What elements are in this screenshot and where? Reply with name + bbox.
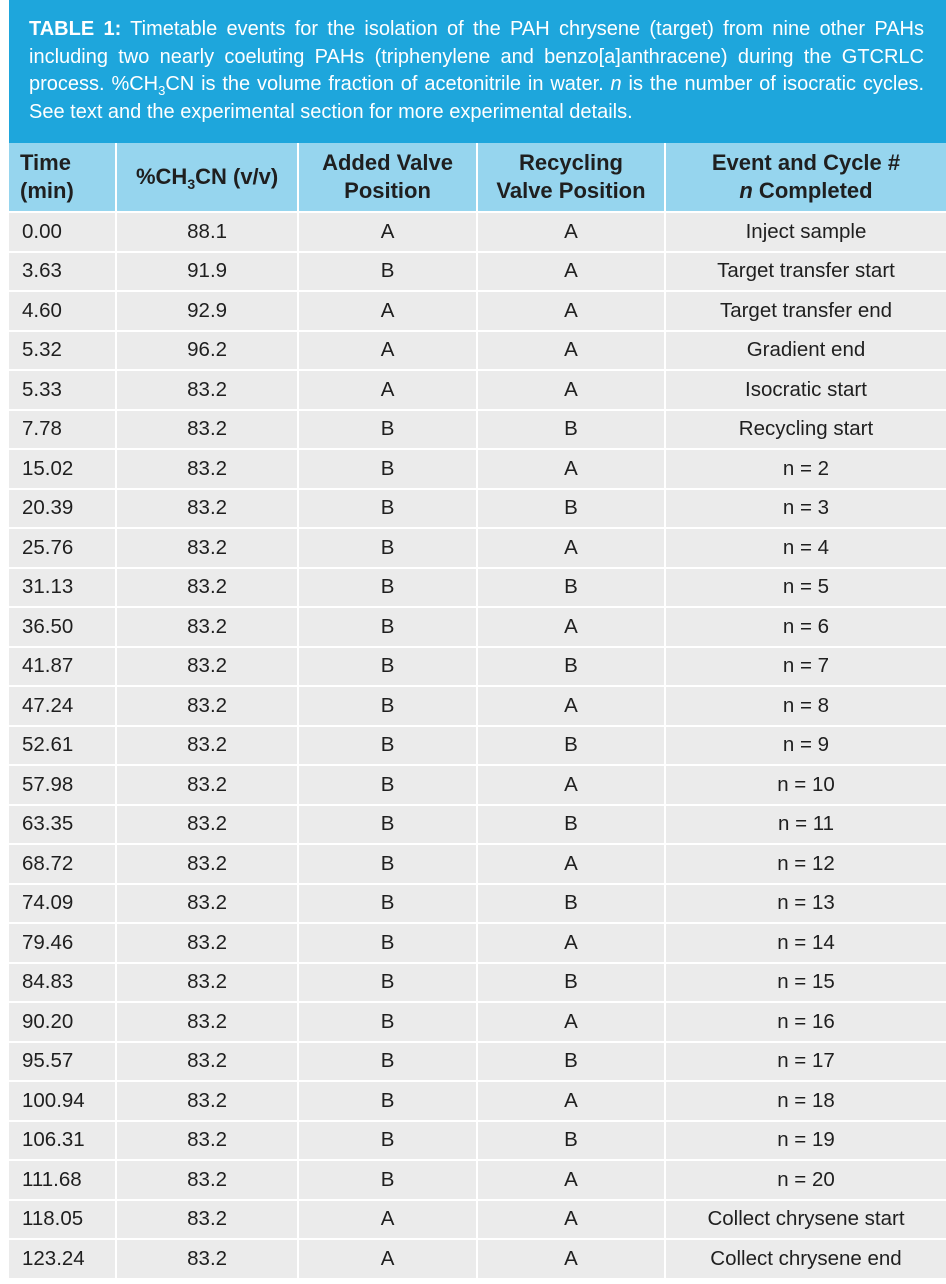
added-valve-cell: B bbox=[298, 1002, 477, 1042]
time-cell: 41.87 bbox=[9, 647, 116, 687]
table-row bbox=[9, 1081, 946, 1121]
event-cell: n = 10 bbox=[665, 765, 946, 805]
added-valve-cell: B bbox=[298, 1121, 477, 1161]
time-cell: 47.24 bbox=[9, 686, 116, 726]
acetonitrile-cell: 83.2 bbox=[116, 1081, 298, 1121]
event-cell: Target transfer start bbox=[665, 252, 946, 292]
event-cell: n = 13 bbox=[665, 884, 946, 924]
event-cell: n = 7 bbox=[665, 647, 946, 687]
time-cell: 0.00 bbox=[9, 212, 116, 252]
recycling-valve-cell: B bbox=[477, 1121, 665, 1161]
added-valve-cell: B bbox=[298, 1042, 477, 1082]
recycling-valve-cell: A bbox=[477, 1081, 665, 1121]
table-row bbox=[9, 1042, 946, 1082]
recycling-valve-cell: B bbox=[477, 647, 665, 687]
recycling-valve-cell: A bbox=[477, 449, 665, 489]
event-cell: n = 3 bbox=[665, 489, 946, 529]
recycling-valve-cell: A bbox=[477, 607, 665, 647]
table-row bbox=[9, 252, 946, 292]
time-cell: 15.02 bbox=[9, 449, 116, 489]
time-cell: 111.68 bbox=[9, 1160, 116, 1200]
time-cell: 25.76 bbox=[9, 528, 116, 568]
added-valve-cell: B bbox=[298, 765, 477, 805]
caption-text-3: is the number of isocratic cycles. See text and the experimental section for more experimental details. bbox=[29, 73, 924, 123]
header-recycling-valve: Recycling Valve Position bbox=[477, 143, 665, 212]
acetonitrile-cell: 83.2 bbox=[116, 726, 298, 766]
time-cell: 52.61 bbox=[9, 726, 116, 766]
table-row bbox=[9, 1002, 946, 1042]
table-row bbox=[9, 1200, 946, 1240]
acetonitrile-cell: 83.2 bbox=[116, 1042, 298, 1082]
event-cell: n = 2 bbox=[665, 449, 946, 489]
time-cell: 20.39 bbox=[9, 489, 116, 529]
caption-text-2: CN is the volume fraction of acetonitrile in water. bbox=[165, 73, 611, 95]
table-header bbox=[9, 143, 946, 212]
recycling-valve-cell: A bbox=[477, 331, 665, 371]
table-row bbox=[9, 765, 946, 805]
recycling-valve-cell: A bbox=[477, 252, 665, 292]
time-cell: 74.09 bbox=[9, 884, 116, 924]
time-cell: 7.78 bbox=[9, 410, 116, 450]
added-valve-cell: B bbox=[298, 963, 477, 1003]
table-row bbox=[9, 410, 946, 450]
time-cell: 5.33 bbox=[9, 370, 116, 410]
caption-text: Timetable events for the isolation of the PAH chrysene (target) from nine other PAHs including two nearly coeluting PAHs (triphenylene and benzo[a]anthracene) during the GTCRLC process. %CH bbox=[29, 18, 924, 95]
table-figure bbox=[9, 0, 946, 1280]
recycling-valve-cell: A bbox=[477, 923, 665, 963]
time-cell: 79.46 bbox=[9, 923, 116, 963]
event-cell: Target transfer end bbox=[665, 291, 946, 331]
recycling-valve-cell: B bbox=[477, 963, 665, 1003]
event-cell: n = 8 bbox=[665, 686, 946, 726]
recycling-valve-cell: A bbox=[477, 1002, 665, 1042]
added-valve-cell: B bbox=[298, 528, 477, 568]
added-valve-cell: B bbox=[298, 410, 477, 450]
added-valve-cell: B bbox=[298, 568, 477, 608]
added-valve-cell: B bbox=[298, 726, 477, 766]
caption-italic-n: n bbox=[610, 73, 622, 95]
table-row bbox=[9, 884, 946, 924]
table-row bbox=[9, 291, 946, 331]
event-cell: Collect chrysene start bbox=[665, 1200, 946, 1240]
added-valve-cell: B bbox=[298, 489, 477, 529]
acetonitrile-cell: 83.2 bbox=[116, 765, 298, 805]
event-cell: n = 12 bbox=[665, 844, 946, 884]
table-row bbox=[9, 686, 946, 726]
acetonitrile-cell: 92.9 bbox=[116, 291, 298, 331]
recycling-valve-cell: B bbox=[477, 805, 665, 845]
acetonitrile-cell: 83.2 bbox=[116, 1160, 298, 1200]
added-valve-cell: B bbox=[298, 923, 477, 963]
recycling-valve-cell: B bbox=[477, 410, 665, 450]
recycling-valve-cell: B bbox=[477, 884, 665, 924]
event-cell: n = 18 bbox=[665, 1081, 946, 1121]
event-cell: n = 11 bbox=[665, 805, 946, 845]
acetonitrile-cell: 83.2 bbox=[116, 1200, 298, 1240]
table-body bbox=[9, 212, 946, 1279]
table-row bbox=[9, 1160, 946, 1200]
acetonitrile-cell: 83.2 bbox=[116, 1239, 298, 1279]
acetonitrile-cell: 83.2 bbox=[116, 449, 298, 489]
event-cell: Recycling start bbox=[665, 410, 946, 450]
table-caption bbox=[9, 0, 946, 143]
table-row bbox=[9, 647, 946, 687]
acetonitrile-cell: 88.1 bbox=[116, 212, 298, 252]
recycling-valve-cell: A bbox=[477, 844, 665, 884]
table-row bbox=[9, 1121, 946, 1161]
added-valve-cell: A bbox=[298, 1200, 477, 1240]
time-cell: 63.35 bbox=[9, 805, 116, 845]
acetonitrile-cell: 83.2 bbox=[116, 884, 298, 924]
header-acetonitrile: $\%CH_3CN$ (v/v) bbox=[116, 143, 298, 212]
time-cell: 118.05 bbox=[9, 1200, 116, 1240]
acetonitrile-cell: 83.2 bbox=[116, 410, 298, 450]
time-cell: 84.83 bbox=[9, 963, 116, 1003]
acetonitrile-cell: 96.2 bbox=[116, 331, 298, 371]
time-cell: 123.24 bbox=[9, 1239, 116, 1279]
time-cell: 31.13 bbox=[9, 568, 116, 608]
table-row bbox=[9, 449, 946, 489]
event-cell: n = 20 bbox=[665, 1160, 946, 1200]
event-cell: n = 19 bbox=[665, 1121, 946, 1161]
event-cell: n = 9 bbox=[665, 726, 946, 766]
recycling-valve-cell: B bbox=[477, 568, 665, 608]
table-row bbox=[9, 805, 946, 845]
table-row bbox=[9, 489, 946, 529]
time-cell: 4.60 bbox=[9, 291, 116, 331]
recycling-valve-cell: B bbox=[477, 1042, 665, 1082]
added-valve-cell: A bbox=[298, 331, 477, 371]
recycling-valve-cell: A bbox=[477, 686, 665, 726]
table-row bbox=[9, 568, 946, 608]
event-cell: n = 16 bbox=[665, 1002, 946, 1042]
acetonitrile-cell: 83.2 bbox=[116, 370, 298, 410]
recycling-valve-cell: A bbox=[477, 291, 665, 331]
time-cell: 57.98 bbox=[9, 765, 116, 805]
acetonitrile-cell: 83.2 bbox=[116, 1002, 298, 1042]
recycling-valve-cell: B bbox=[477, 726, 665, 766]
recycling-valve-cell: A bbox=[477, 370, 665, 410]
acetonitrile-cell: 83.2 bbox=[116, 805, 298, 845]
event-cell: n = 5 bbox=[665, 568, 946, 608]
added-valve-cell: B bbox=[298, 1081, 477, 1121]
timetable bbox=[9, 143, 946, 1280]
time-cell: 68.72 bbox=[9, 844, 116, 884]
event-cell: n = 6 bbox=[665, 607, 946, 647]
event-cell: n = 15 bbox=[665, 963, 946, 1003]
time-cell: 95.57 bbox=[9, 1042, 116, 1082]
time-cell: 106.31 bbox=[9, 1121, 116, 1161]
added-valve-cell: A bbox=[298, 212, 477, 252]
added-valve-cell: A bbox=[298, 370, 477, 410]
time-cell: 3.63 bbox=[9, 252, 116, 292]
acetonitrile-cell: 83.2 bbox=[116, 647, 298, 687]
acetonitrile-cell: 83.2 bbox=[116, 686, 298, 726]
acetonitrile-cell: 83.2 bbox=[116, 844, 298, 884]
added-valve-cell: A bbox=[298, 1239, 477, 1279]
acetonitrile-cell: 83.2 bbox=[116, 1121, 298, 1161]
added-valve-cell: A bbox=[298, 291, 477, 331]
recycling-valve-cell: A bbox=[477, 212, 665, 252]
event-cell: Collect chrysene end bbox=[665, 1239, 946, 1279]
acetonitrile-cell: 91.9 bbox=[116, 252, 298, 292]
time-cell: 100.94 bbox=[9, 1081, 116, 1121]
table-row bbox=[9, 726, 946, 766]
added-valve-cell: B bbox=[298, 884, 477, 924]
acetonitrile-cell: 83.2 bbox=[116, 963, 298, 1003]
caption-subscript: 3 bbox=[158, 83, 166, 98]
event-cell: Isocratic start bbox=[665, 370, 946, 410]
recycling-valve-cell: A bbox=[477, 528, 665, 568]
recycling-valve-cell: A bbox=[477, 1160, 665, 1200]
table-row bbox=[9, 1239, 946, 1279]
added-valve-cell: B bbox=[298, 805, 477, 845]
table-row bbox=[9, 844, 946, 884]
header-event: Event and Cycle # n Completed bbox=[665, 143, 946, 212]
table-row bbox=[9, 370, 946, 410]
table-row bbox=[9, 212, 946, 252]
acetonitrile-cell: 83.2 bbox=[116, 607, 298, 647]
recycling-valve-cell: B bbox=[477, 489, 665, 529]
header-added-valve: Added Valve Position bbox=[298, 143, 477, 212]
time-cell: 90.20 bbox=[9, 1002, 116, 1042]
acetonitrile-cell: 83.2 bbox=[116, 489, 298, 529]
added-valve-cell: B bbox=[298, 844, 477, 884]
table-row bbox=[9, 607, 946, 647]
acetonitrile-cell: 83.2 bbox=[116, 568, 298, 608]
added-valve-cell: B bbox=[298, 647, 477, 687]
added-valve-cell: B bbox=[298, 686, 477, 726]
table-label: TABLE 1: bbox=[29, 18, 122, 40]
recycling-valve-cell: A bbox=[477, 765, 665, 805]
header-time: Time (min) bbox=[9, 143, 116, 212]
table-row bbox=[9, 923, 946, 963]
table-row bbox=[9, 528, 946, 568]
added-valve-cell: B bbox=[298, 252, 477, 292]
time-cell: 36.50 bbox=[9, 607, 116, 647]
event-cell: Gradient end bbox=[665, 331, 946, 371]
added-valve-cell: B bbox=[298, 607, 477, 647]
acetonitrile-cell: 83.2 bbox=[116, 923, 298, 963]
added-valve-cell: B bbox=[298, 1160, 477, 1200]
table-row bbox=[9, 331, 946, 371]
time-cell: 5.32 bbox=[9, 331, 116, 371]
event-cell: n = 4 bbox=[665, 528, 946, 568]
event-cell: n = 14 bbox=[665, 923, 946, 963]
header-row bbox=[9, 143, 946, 212]
recycling-valve-cell: A bbox=[477, 1239, 665, 1279]
event-cell: Inject sample bbox=[665, 212, 946, 252]
recycling-valve-cell: A bbox=[477, 1200, 665, 1240]
table-row bbox=[9, 963, 946, 1003]
acetonitrile-cell: 83.2 bbox=[116, 528, 298, 568]
event-cell: n = 17 bbox=[665, 1042, 946, 1082]
added-valve-cell: B bbox=[298, 449, 477, 489]
